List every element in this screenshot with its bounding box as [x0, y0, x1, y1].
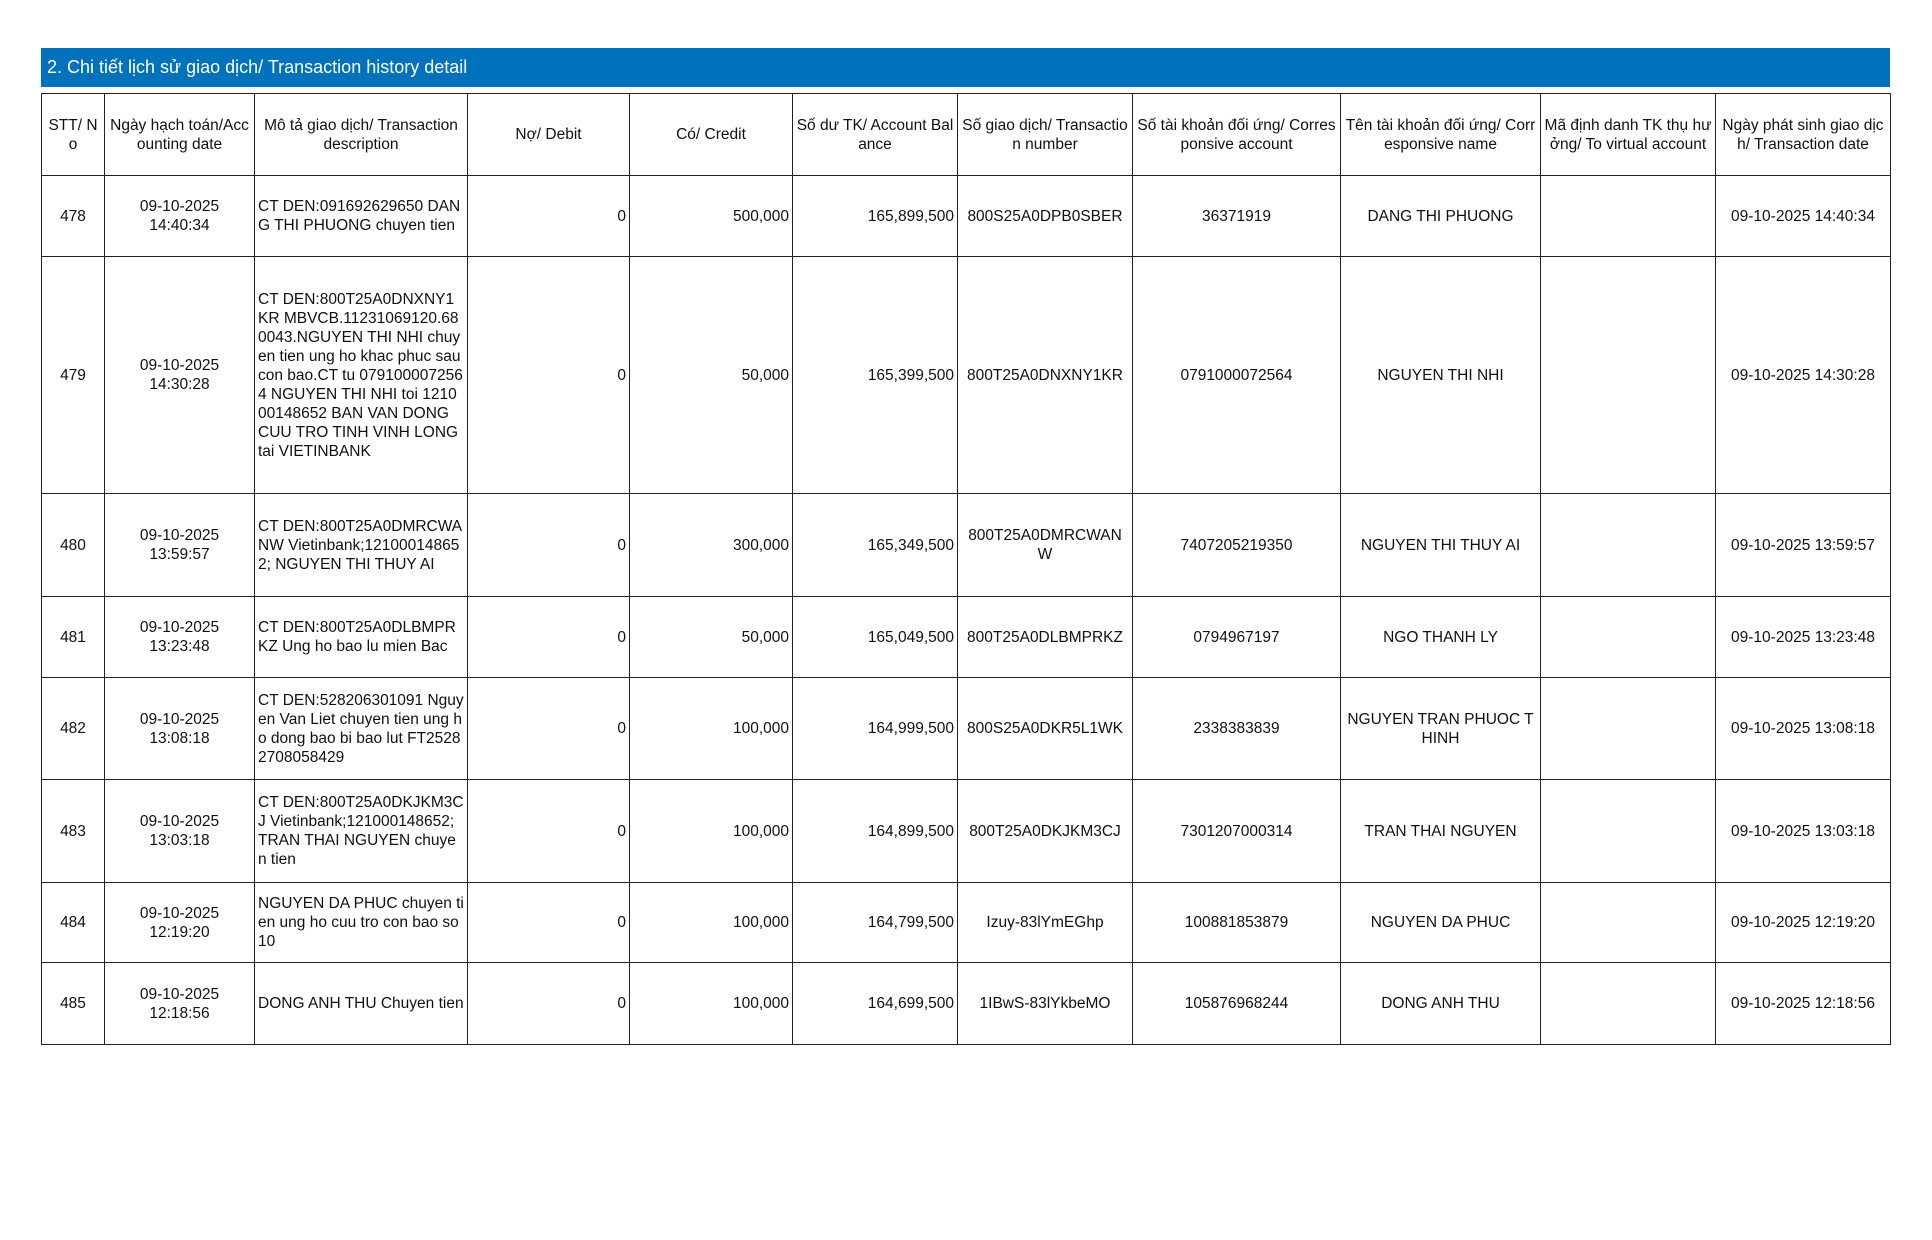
cell-description: DONG ANH THU Chuyen tien: [255, 963, 468, 1045]
cell-accounting-date: 09-10-2025 12:18:56: [105, 963, 255, 1045]
cell-transaction-number: 800T25A0DLBMPRKZ: [958, 597, 1133, 678]
cell-corresponsive-account: 0794967197: [1133, 597, 1341, 678]
table-row: [42, 678, 1891, 780]
cell-transaction-date: 09-10-2025 12:18:56: [1716, 963, 1891, 1045]
cell-credit: 300,000: [630, 494, 793, 597]
cell-balance: 164,799,500: [793, 883, 958, 963]
cell-credit: 100,000: [630, 883, 793, 963]
cell-credit: 100,000: [630, 963, 793, 1045]
cell-debit: 0: [468, 678, 630, 780]
cell-corresponsive-name: NGUYEN THI NHI: [1341, 257, 1541, 494]
cell-virtual-account: [1541, 780, 1716, 883]
cell-corresponsive-account: 105876968244: [1133, 963, 1341, 1045]
table-row: [42, 780, 1891, 883]
cell-credit: 50,000: [630, 257, 793, 494]
cell-credit: 100,000: [630, 678, 793, 780]
cell-balance: 165,399,500: [793, 257, 958, 494]
cell-transaction-date: 09-10-2025 13:03:18: [1716, 780, 1891, 883]
cell-description: CT DEN:091692629650 DANG THI PHUONG chuyen tien: [255, 176, 468, 257]
cell-virtual-account: [1541, 883, 1716, 963]
cell-transaction-date: 09-10-2025 14:40:34: [1716, 176, 1891, 257]
cell-corresponsive-name: DONG ANH THU: [1341, 963, 1541, 1045]
cell-transaction-number: 800S25A0DKR5L1WK: [958, 678, 1133, 780]
cell-debit: 0: [468, 883, 630, 963]
table-row: [42, 597, 1891, 678]
cell-balance: 164,899,500: [793, 780, 958, 883]
cell-debit: 0: [468, 597, 630, 678]
cell-corresponsive-name: NGUYEN THI THUY AI: [1341, 494, 1541, 597]
cell-transaction-date: 09-10-2025 13:08:18: [1716, 678, 1891, 780]
header-corresponsive-name: Tên tài khoản đối ứng/ Corresponsive name: [1341, 94, 1541, 176]
cell-accounting-date: 09-10-2025 13:03:18: [105, 780, 255, 883]
cell-description: CT DEN:528206301091 Nguyen Van Liet chuyen tien ung ho dong bao bi bao lut FT25282708058429: [255, 678, 468, 780]
cell-accounting-date: 09-10-2025 12:19:20: [105, 883, 255, 963]
cell-credit: 50,000: [630, 597, 793, 678]
cell-debit: 0: [468, 176, 630, 257]
cell-corresponsive-account: 36371919: [1133, 176, 1341, 257]
header-debit: Nợ/ Debit: [468, 94, 630, 176]
cell-description: NGUYEN DA PHUC chuyen tien ung ho cuu tro con bao so 10: [255, 883, 468, 963]
header-transaction-date: Ngày phát sinh giao dịch/ Transaction date: [1716, 94, 1891, 176]
cell-balance: 165,899,500: [793, 176, 958, 257]
table-row: [42, 883, 1891, 963]
cell-no: 479: [42, 257, 105, 494]
cell-no: 478: [42, 176, 105, 257]
cell-no: 485: [42, 963, 105, 1045]
table-row: [42, 963, 1891, 1045]
section-title-bar: [41, 48, 1890, 87]
header-corresponsive-account: Số tài khoản đối ứng/ Corresponsive account: [1133, 94, 1341, 176]
table-row: [42, 257, 1891, 494]
cell-no: 484: [42, 883, 105, 963]
transaction-history-table: [41, 93, 1891, 1045]
cell-description: CT DEN:800T25A0DNXNY1KR MBVCB.11231069120.680043.NGUYEN THI NHI chuyen tien ung ho khac phuc sau con bao.CT tu 0791000072564 NGUYEN THI NHI toi 121000148652 BAN VAN DONG CUU TRO TINH VINH LONG tai VIETINBANK: [255, 257, 468, 494]
cell-corresponsive-name: TRAN THAI NGUYEN: [1341, 780, 1541, 883]
cell-credit: 500,000: [630, 176, 793, 257]
cell-no: 480: [42, 494, 105, 597]
cell-virtual-account: [1541, 176, 1716, 257]
cell-virtual-account: [1541, 494, 1716, 597]
cell-credit: 100,000: [630, 780, 793, 883]
header-virtual-account: Mã định danh TK thụ hưởng/ To virtual account: [1541, 94, 1716, 176]
cell-transaction-number: 800T25A0DNXNY1KR: [958, 257, 1133, 494]
header-balance: Số dư TK/ Account Balance: [793, 94, 958, 176]
cell-transaction-date: 09-10-2025 14:30:28: [1716, 257, 1891, 494]
cell-corresponsive-account: 7301207000314: [1133, 780, 1341, 883]
table-row: [42, 176, 1891, 257]
cell-description: CT DEN:800T25A0DLBMPRKZ Ung ho bao lu mien Bac: [255, 597, 468, 678]
cell-corresponsive-name: NGUYEN DA PHUC: [1341, 883, 1541, 963]
cell-balance: 165,349,500: [793, 494, 958, 597]
header-accounting-date: Ngày hạch toán/Accounting date: [105, 94, 255, 176]
cell-corresponsive-name: DANG THI PHUONG: [1341, 176, 1541, 257]
cell-accounting-date: 09-10-2025 14:30:28: [105, 257, 255, 494]
section-title: 2. Chi tiết lịch sử giao dịch/ Transaction history detail: [47, 57, 468, 77]
cell-transaction-number: Izuy-83lYmEGhp: [958, 883, 1133, 963]
cell-description: CT DEN:800T25A0DMRCWANW Vietinbank;121000148652; NGUYEN THI THUY AI: [255, 494, 468, 597]
cell-no: 482: [42, 678, 105, 780]
table-header-row: [42, 94, 1891, 176]
cell-transaction-date: 09-10-2025 13:23:48: [1716, 597, 1891, 678]
cell-accounting-date: 09-10-2025 13:23:48: [105, 597, 255, 678]
cell-debit: 0: [468, 780, 630, 883]
header-no: STT/ No: [42, 94, 105, 176]
cell-corresponsive-account: 0791000072564: [1133, 257, 1341, 494]
cell-transaction-number: 800T25A0DMRCWANW: [958, 494, 1133, 597]
cell-accounting-date: 09-10-2025 13:08:18: [105, 678, 255, 780]
cell-no: 481: [42, 597, 105, 678]
cell-transaction-number: 800S25A0DPB0SBER: [958, 176, 1133, 257]
cell-accounting-date: 09-10-2025 14:40:34: [105, 176, 255, 257]
table-row: [42, 494, 1891, 597]
cell-transaction-date: 09-10-2025 12:19:20: [1716, 883, 1891, 963]
cell-corresponsive-name: NGO THANH LY: [1341, 597, 1541, 678]
cell-balance: 164,699,500: [793, 963, 958, 1045]
cell-debit: 0: [468, 963, 630, 1045]
cell-debit: 0: [468, 494, 630, 597]
cell-transaction-number: 800T25A0DKJKM3CJ: [958, 780, 1133, 883]
cell-balance: 165,049,500: [793, 597, 958, 678]
cell-description: CT DEN:800T25A0DKJKM3CJ Vietinbank;121000148652; TRAN THAI NGUYEN chuyen tien: [255, 780, 468, 883]
cell-debit: 0: [468, 257, 630, 494]
cell-virtual-account: [1541, 257, 1716, 494]
header-description: Mô tả giao dịch/ Transaction description: [255, 94, 468, 176]
cell-virtual-account: [1541, 678, 1716, 780]
cell-transaction-date: 09-10-2025 13:59:57: [1716, 494, 1891, 597]
cell-corresponsive-account: 100881853879: [1133, 883, 1341, 963]
cell-corresponsive-name: NGUYEN TRAN PHUOC THINH: [1341, 678, 1541, 780]
header-transaction-number: Số giao dịch/ Transaction number: [958, 94, 1133, 176]
header-credit: Có/ Credit: [630, 94, 793, 176]
cell-balance: 164,999,500: [793, 678, 958, 780]
cell-no: 483: [42, 780, 105, 883]
cell-transaction-number: 1IBwS-83lYkbeMO: [958, 963, 1133, 1045]
cell-corresponsive-account: 2338383839: [1133, 678, 1341, 780]
cell-corresponsive-account: 7407205219350: [1133, 494, 1341, 597]
cell-virtual-account: [1541, 963, 1716, 1045]
cell-accounting-date: 09-10-2025 13:59:57: [105, 494, 255, 597]
cell-virtual-account: [1541, 597, 1716, 678]
